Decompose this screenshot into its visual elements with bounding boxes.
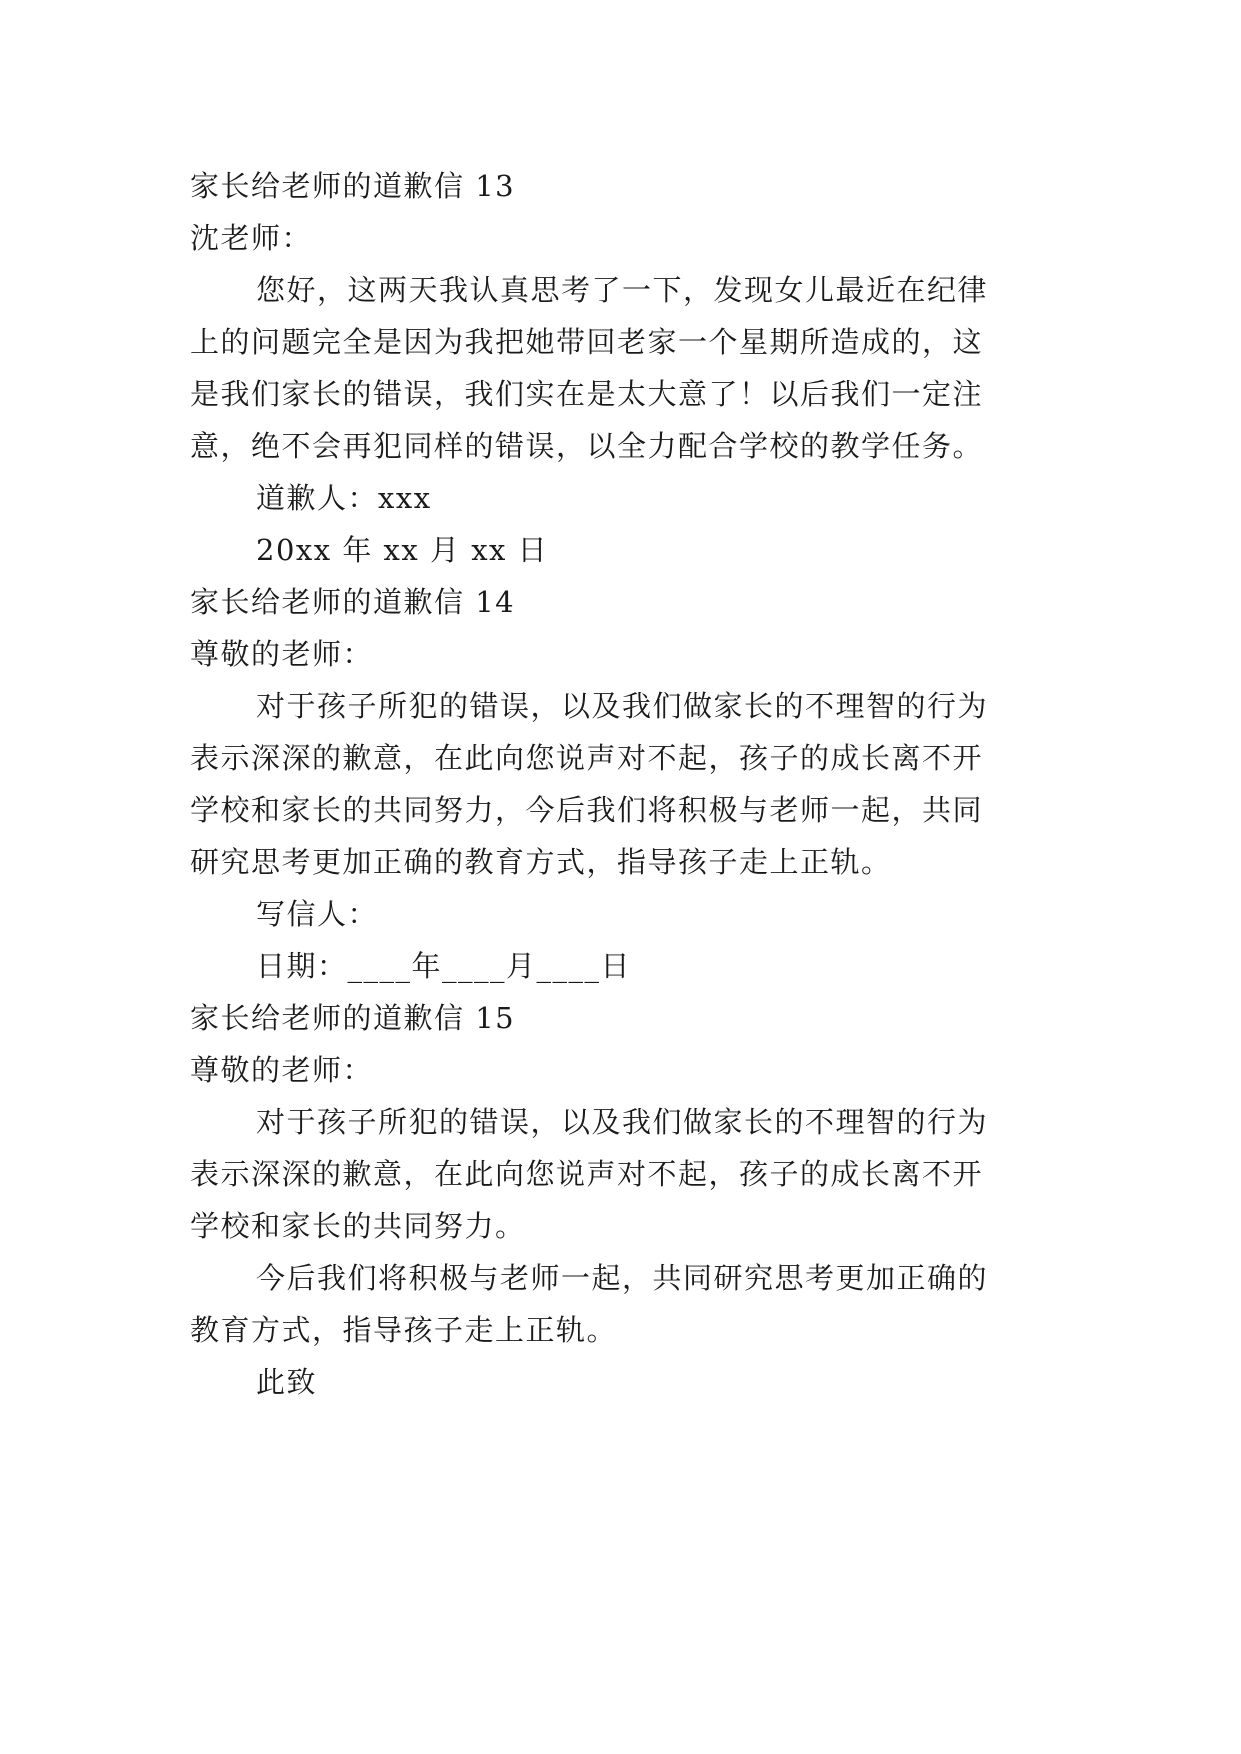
letter-salutation: 沈老师： <box>190 221 313 255</box>
letter-date: 20xx 年 xx 月 xx 日 <box>256 533 549 567</box>
paragraph-line: 学校和家长的共同努力。 <box>190 1209 526 1243</box>
paragraph-line: 研究思考更加正确的教育方式，指导孩子走上正轨。 <box>190 845 892 879</box>
paragraph-line: 意，绝不会再犯同样的错误，以全力配合学校的教学任务。 <box>190 429 984 463</box>
paragraph-line: 对于孩子所犯的错误，以及我们做家长的不理智的行为 <box>256 1105 989 1139</box>
letter-title: 家长给老师的道歉信 14 <box>190 585 516 619</box>
paragraph-line: 表示深深的歉意，在此向您说声对不起，孩子的成长离不开 <box>190 741 984 775</box>
letter-date: 日期：____年____月____日 <box>256 949 632 983</box>
paragraph-line: 上的问题完全是因为我把她带回老家一个星期所造成的，这 <box>190 325 984 359</box>
letter-title: 家长给老师的道歉信 15 <box>190 1001 516 1035</box>
letter-closing: 此致 <box>256 1365 318 1399</box>
paragraph-line: 教育方式，指导孩子走上正轨。 <box>190 1313 618 1347</box>
paragraph-line: 对于孩子所犯的错误，以及我们做家长的不理智的行为 <box>256 689 989 723</box>
letter-salutation: 尊敬的老师： <box>190 1053 374 1087</box>
letter-signature: 写信人： <box>256 897 379 931</box>
letter-salutation: 尊敬的老师： <box>190 637 374 671</box>
paragraph-line: 您好，这两天我认真思考了一下，发现女儿最近在纪律 <box>256 273 989 307</box>
letter-title: 家长给老师的道歉信 13 <box>190 169 516 203</box>
letter-signature: 道歉人：xxx <box>256 481 432 515</box>
paragraph-line: 今后我们将积极与老师一起，共同研究思考更加正确的 <box>256 1261 989 1295</box>
paragraph-line: 学校和家长的共同努力，今后我们将积极与老师一起，共同 <box>190 793 984 827</box>
paragraph-line: 是我们家长的错误，我们实在是太大意了！以后我们一定注 <box>190 377 984 411</box>
paragraph-line: 表示深深的歉意，在此向您说声对不起，孩子的成长离不开 <box>190 1157 984 1191</box>
